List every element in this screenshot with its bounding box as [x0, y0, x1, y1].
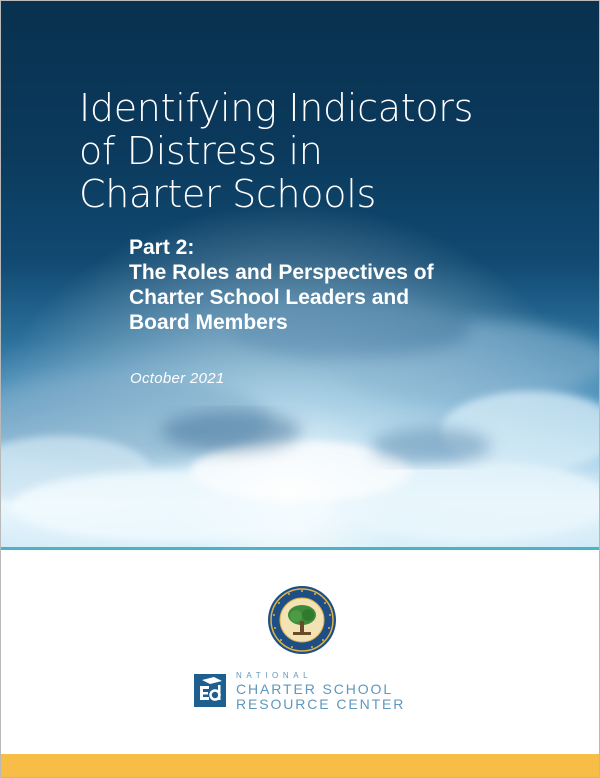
- ncsrc-line-resource-center: RESOURCE CENTER: [236, 696, 406, 712]
- footer-color-bar: [1, 754, 599, 777]
- ncsrc-line-charter-school: CHARTER SCHOOL: [236, 681, 394, 697]
- title-line: of Distress in: [79, 129, 323, 173]
- ed-graduation-cap-icon: [194, 674, 226, 707]
- subtitle-line: Part 2:: [129, 236, 195, 259]
- cover-sky-image: [1, 1, 599, 547]
- title-line: Identifying Indicators: [79, 86, 474, 130]
- subtitle-line: The Roles and Perspectives of: [129, 261, 434, 284]
- ncsrc-line-national: NATIONAL: [236, 671, 313, 680]
- report-subtitle: [129, 235, 569, 335]
- subtitle-line: Charter School Leaders and: [129, 286, 410, 309]
- report-title: [79, 87, 579, 216]
- ncsrc-wordmark: [236, 671, 405, 712]
- subtitle-line: Board Members: [129, 311, 288, 334]
- divider-rule: [1, 547, 599, 550]
- title-line: Charter Schools: [79, 172, 376, 216]
- department-of-education-seal-icon: [267, 585, 337, 655]
- publication-date: October 2021: [130, 370, 225, 387]
- ncsrc-logo: [194, 671, 424, 717]
